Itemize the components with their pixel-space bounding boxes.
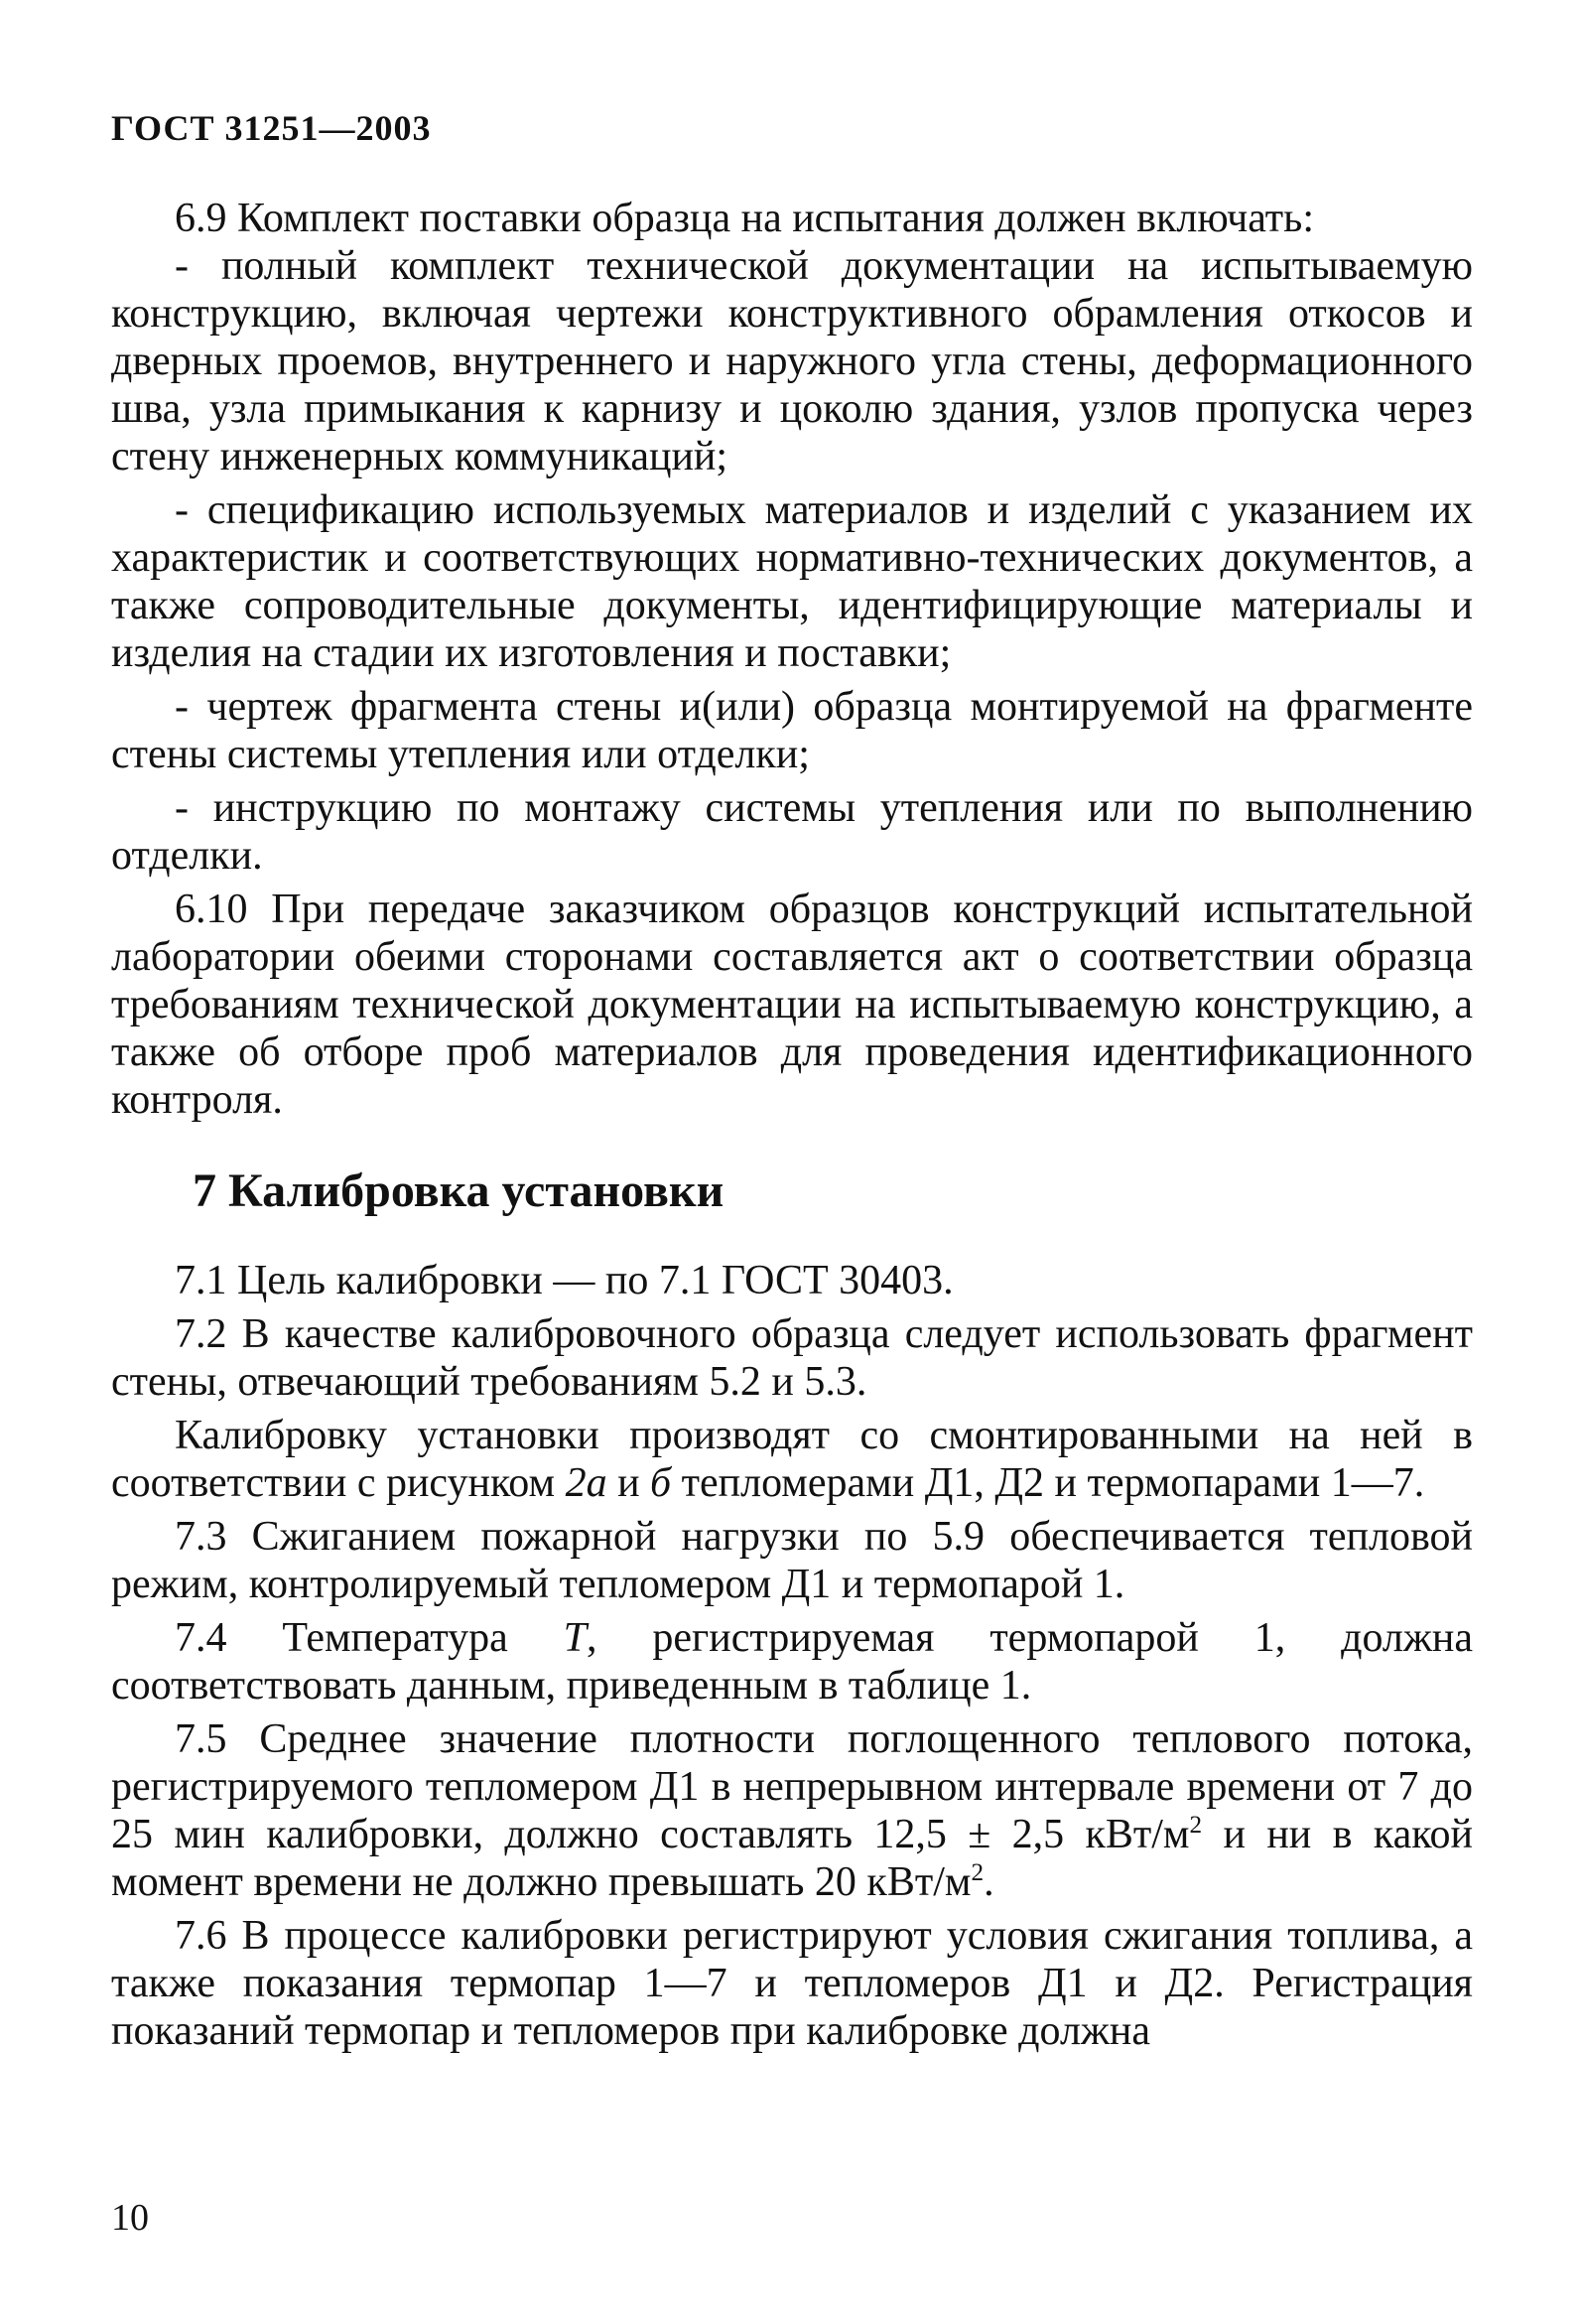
paragraph-7-1: 7.1 Цель калибровки — по 7.1 ГОСТ 30403. [175,1258,954,1303]
list-item-specification: - спецификацию используемых материалов и изделий с указанием их характеристик и соответствующих нормативно-технических документов, а также сопроводительные документы, идентифицирующие материалы и изделия на стадии их изготовления и поставки; [111,487,1473,676]
paragraph-7-3: 7.3 Сжиганием пожарной нагрузки по 5.9 обеспечивается тепловой режим, контролируемый тепломером Д1 и термопарой 1. [111,1514,1473,1607]
text-run: и [606,1460,651,1506]
text-run: 7.4 Температура [175,1615,564,1661]
text-run: . [984,1859,994,1905]
text-run: Калибровку установки производят со смонтированными на ней в соответствии с рисунком [111,1413,1473,1506]
figure-ref-2a: 2а [565,1460,607,1506]
superscript: 2 [971,1859,985,1886]
paragraph-6-9: 6.9 Комплект поставки образца на испытания должен включать: [175,196,1314,241]
paragraph-7-2: 7.2 В качестве калибровочного образца следует использовать фрагмент стены, отвечающий требованиям 5.2 и 5.3. [111,1311,1473,1405]
section-7-heading: 7 Калибровка установки [193,1164,725,1217]
list-item-instruction: - инструкцию по монтажу системы утепления или по выполнению отделки. [111,785,1473,879]
paragraph-calibration [111,1412,1473,1507]
superscript: 2 [1189,1812,1203,1839]
figure-ref-b: б [650,1460,672,1506]
paragraph-7-4 [111,1614,1473,1709]
text-run: и ни в какой момент времени не должно превышать 20 кВт/м [111,1812,1473,1905]
temperature-symbol: Т [563,1615,587,1661]
list-item-drawing: - чертеж фрагмента стены и(или) образца монтируемой на фрагменте стены системы утепления или отделки; [111,684,1473,777]
text-run: 7.5 Среднее значение плотности поглощенного теплового потока, регистрируемого тепломером Д1 в непрерывном интервале времени от 7 до 25 мин калибровки, должно составлять 12,5 ± 2,5 кВт/м [111,1716,1473,1857]
text-run: , регистрируемая термопарой 1, должна соответствовать данным, приведенным в таблице 1. [111,1615,1474,1709]
page-number: 10 [111,2197,149,2239]
text-run: тепломерами Д1, Д2 и термопарами 1—7. [671,1460,1425,1506]
paragraph-7-6: 7.6 В процессе калибровки регистрируют условия сжигания топлива, а также показания термопар 1—7 и тепломеров Д1 и Д2. Регистрация показаний термопар и тепломеров при калибровке должна [111,1913,1473,2054]
paragraph-6-10: 6.10 При передаче заказчиком образцов конструкций испытательной лаборатории обеими сторонами составляется акт о соответствии образца требованиям технической документации на испытываемую конструкцию, а также об отборе проб материалов для проведения идентификационного контроля. [111,887,1473,1123]
document-header: ГОСТ 31251—2003 [111,108,432,148]
paragraph-7-5 [111,1715,1473,1906]
section-6-text [111,195,1473,1124]
list-item-documentation: - полный комплект технической документации на испытываемую конструкцию, включая чертежи конструктивного обрамления откосов и дверных проемов, внутреннего и наружного угла стены, деформационного шва, узла примыкания к карнизу и цоколю здания, узлов пропуска через стену инженерных коммуникаций; [111,243,1473,479]
section-7-text [111,1257,1473,2055]
